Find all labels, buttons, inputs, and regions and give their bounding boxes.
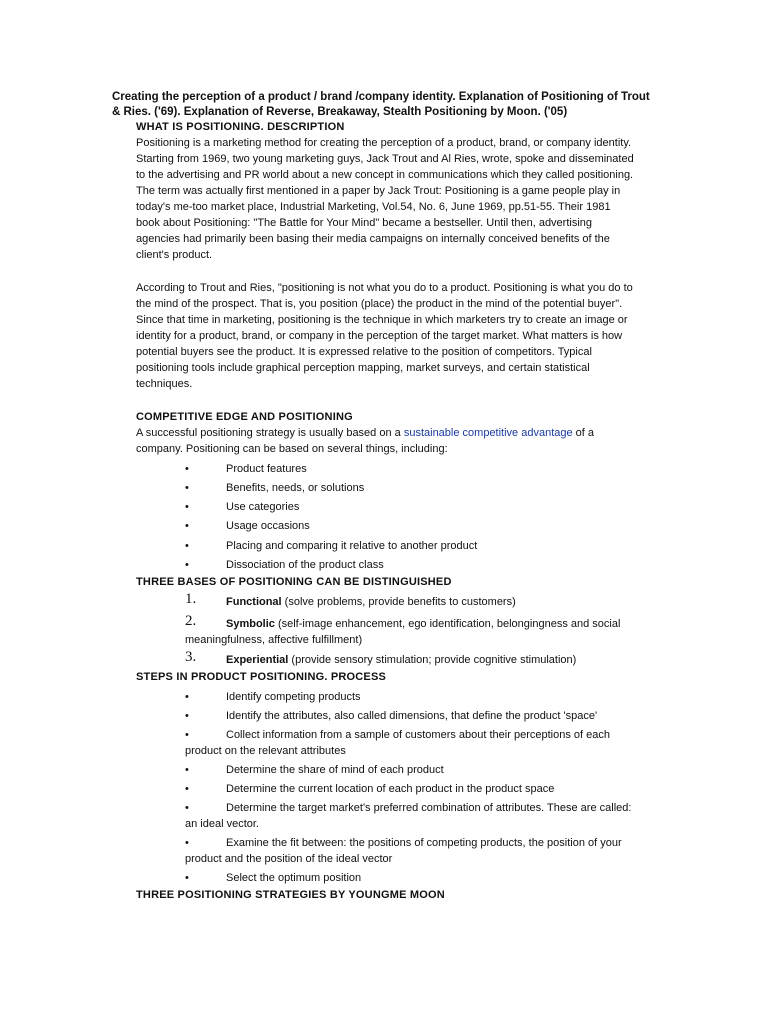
item-number: 1. — [185, 591, 197, 607]
intro-text-end: of a company. Positioning can be based on several things, including: — [136, 427, 595, 455]
document-page: Creating the perception of a product / brand /company identity. Explanation of Positioning of Trout & Ries. ('69). Explanation of Reverse, Breakaway, Stealth Positioning by Moon. ('05) WHAT IS POSITIONING. DESCRIPTION Positioning is a marketing method for creating the perception of a product, brand, or company identity. Starting from 1969, two young marketing guys, Jack Trout and Al Ries, wrote, spoke and disseminated to the advertising and PR world about a new concept in communications which they called positioning. The term was actually first mentioned in a paper by Jack Trout: Positioning is a game people play in today's me-too market place, Industrial Marketing, Vol.54, No. 6, June 1969, pp.51-55. Their 1981 book about Positioning: "The Battle for Your Mind" became a bestseller. Until then, advertising agencies had primarily been basing their media campaigns on internally conceived benefits of the client's product. According to Trout and Ries, "positioning is not what you do to a product. Positioning is what you do to the mind of the prospect. That is, you position (place) the product in the mind of the potential buyer". Since that time in marketing, positioning is the technique in which marketers try to create an image or identity for a product, brand, or company in the perception of the target market. What matters is how potential buyers see the product. It is expressed relative to the position of competitors. Typical positioning tools include graphical perception mapping, market surveys, and certain statistical techniques. COMPETITIVE EDGE AND POSITIONING A successful positioning strategy is usually based on a sustainable competitive advantage of a company. Positioning can be based on several things, including: • Product features • Benefits, needs, or solutions • Use categories • Usage occasions • Placing and comparing it relative to another product • Dissociation of the product class THREE BASES OF POSITIONING CAN BE DISTINGUISHED 1. Functional (solve problems, provide benefits to customers) 2. Symbolic (self-image enhancement, ego identification, belongingness and social meaningfulness, affective fulfillment) 3. Experiential (provide sensory stimulation; provide cognitive stimulation) STEPS IN PRODUCT POSITIONING. PROCESS • Identify competing products • Identify the attributes, also called dimensions, that define the product 'space' • Collect information from a sample of customers about their perceptions of each product on the relevant attributes • Determine the share of mind of each product • Determine the current location of each product in the product space • Determine the target market's preferred combination of attributes. These are called: an ideal vector. • Examine the fit between: the positions of competing products, the position of your product and the position of the ideal vector • Select the optimum position THREE POSITIONING STRATEGIES BY YOUNGME MOON — [0, 0, 768, 1024]
heading-competitive-edge: COMPETITIVE EDGE AND POSITIONING — [136, 411, 353, 423]
bullet-icon: • — [185, 520, 189, 532]
bullet-icon: • — [185, 764, 189, 776]
bullet-icon: • — [185, 540, 189, 552]
bullet-icon: • — [185, 802, 189, 814]
bullet-icon: • — [185, 872, 189, 884]
sustainable-competitive-advantage-link[interactable]: sustainable competitive advantage — [403, 427, 573, 439]
bullet-icon: • — [185, 482, 189, 494]
item-number: 2. — [185, 613, 197, 629]
bullet-icon: • — [185, 559, 189, 571]
bullet-icon: • — [185, 710, 189, 722]
item-term: Functional — [226, 596, 282, 608]
item-term: Experiential — [226, 654, 289, 666]
bullet-icon: • — [185, 837, 189, 849]
item-description: (provide sensory stimulation; provide cognitive stimulation) — [288, 654, 577, 666]
bullet-icon: • — [185, 729, 189, 741]
heading-moon-strategies: THREE POSITIONING STRATEGIES BY YOUNGME MOON — [136, 889, 445, 901]
heading-three-bases: THREE BASES OF POSITIONING CAN BE DISTINGUISHED — [136, 576, 452, 588]
paragraph-competitive-edge — [136, 425, 636, 457]
item-description: (solve problems, provide benefits to customers) — [281, 596, 516, 608]
bullet-icon: • — [185, 501, 189, 513]
paragraph-trout-ries: According to Trout and Ries, "positioning is not what you do to a product. Positioning is what you do to the mind of the prospect. That is, you position (place) the product in the mind of the potential buyer". Since that time in marketing, positioning is the technique in which marketers try to create an image or identity for a product, brand, or company in the perception of the target market. What matters is how potential buyers see the product. It is expressed relative to the position of competitors. Typical positioning tools include graphical perception mapping, market surveys, and certain statistical techniques. — [136, 282, 633, 390]
item-number: 3. — [185, 649, 197, 665]
item-description-continued: meaningfulness, affective fulfillment) — [185, 634, 363, 646]
heading-what-is-positioning: WHAT IS POSITIONING. DESCRIPTION — [136, 121, 345, 133]
bullet-icon: • — [185, 783, 189, 795]
bullet-icon: • — [185, 691, 189, 703]
item-description: (self-image enhancement, ego identification, belongingness and social — [274, 618, 621, 630]
paragraph-definition: Positioning is a marketing method for creating the perception of a product, brand, or company identity. Starting from 1969, two young marketing guys, Jack Trout and Al Ries, wrote, spoke and disseminated to the advertising and PR world about a new concept in communications which they called positioning. The term was actually first mentioned in a paper by Jack Trout: Positioning is a game people play in today's me-too market place, Industrial Marketing, Vol.54, No. 6, June 1969, pp.51-55. Their 1981 book about Positioning: "The Battle for Your Mind" became a bestseller. Until then, advertising agencies had primarily been basing their media campaigns on internally conceived benefits of the client's product. — [136, 137, 634, 261]
bullet-icon: • — [185, 463, 189, 475]
document-title: Creating the perception of a product / brand /company identity. Explanation of Positioning of Trout & Ries. ('69). Explanation of Reverse, Breakaway, Stealth Positioning by Moon. ('05) — [112, 91, 650, 118]
item-term: Symbolic — [226, 618, 275, 630]
heading-steps: STEPS IN PRODUCT POSITIONING. PROCESS — [136, 671, 387, 683]
intro-text: A successful positioning strategy is usually based on a — [136, 427, 404, 439]
